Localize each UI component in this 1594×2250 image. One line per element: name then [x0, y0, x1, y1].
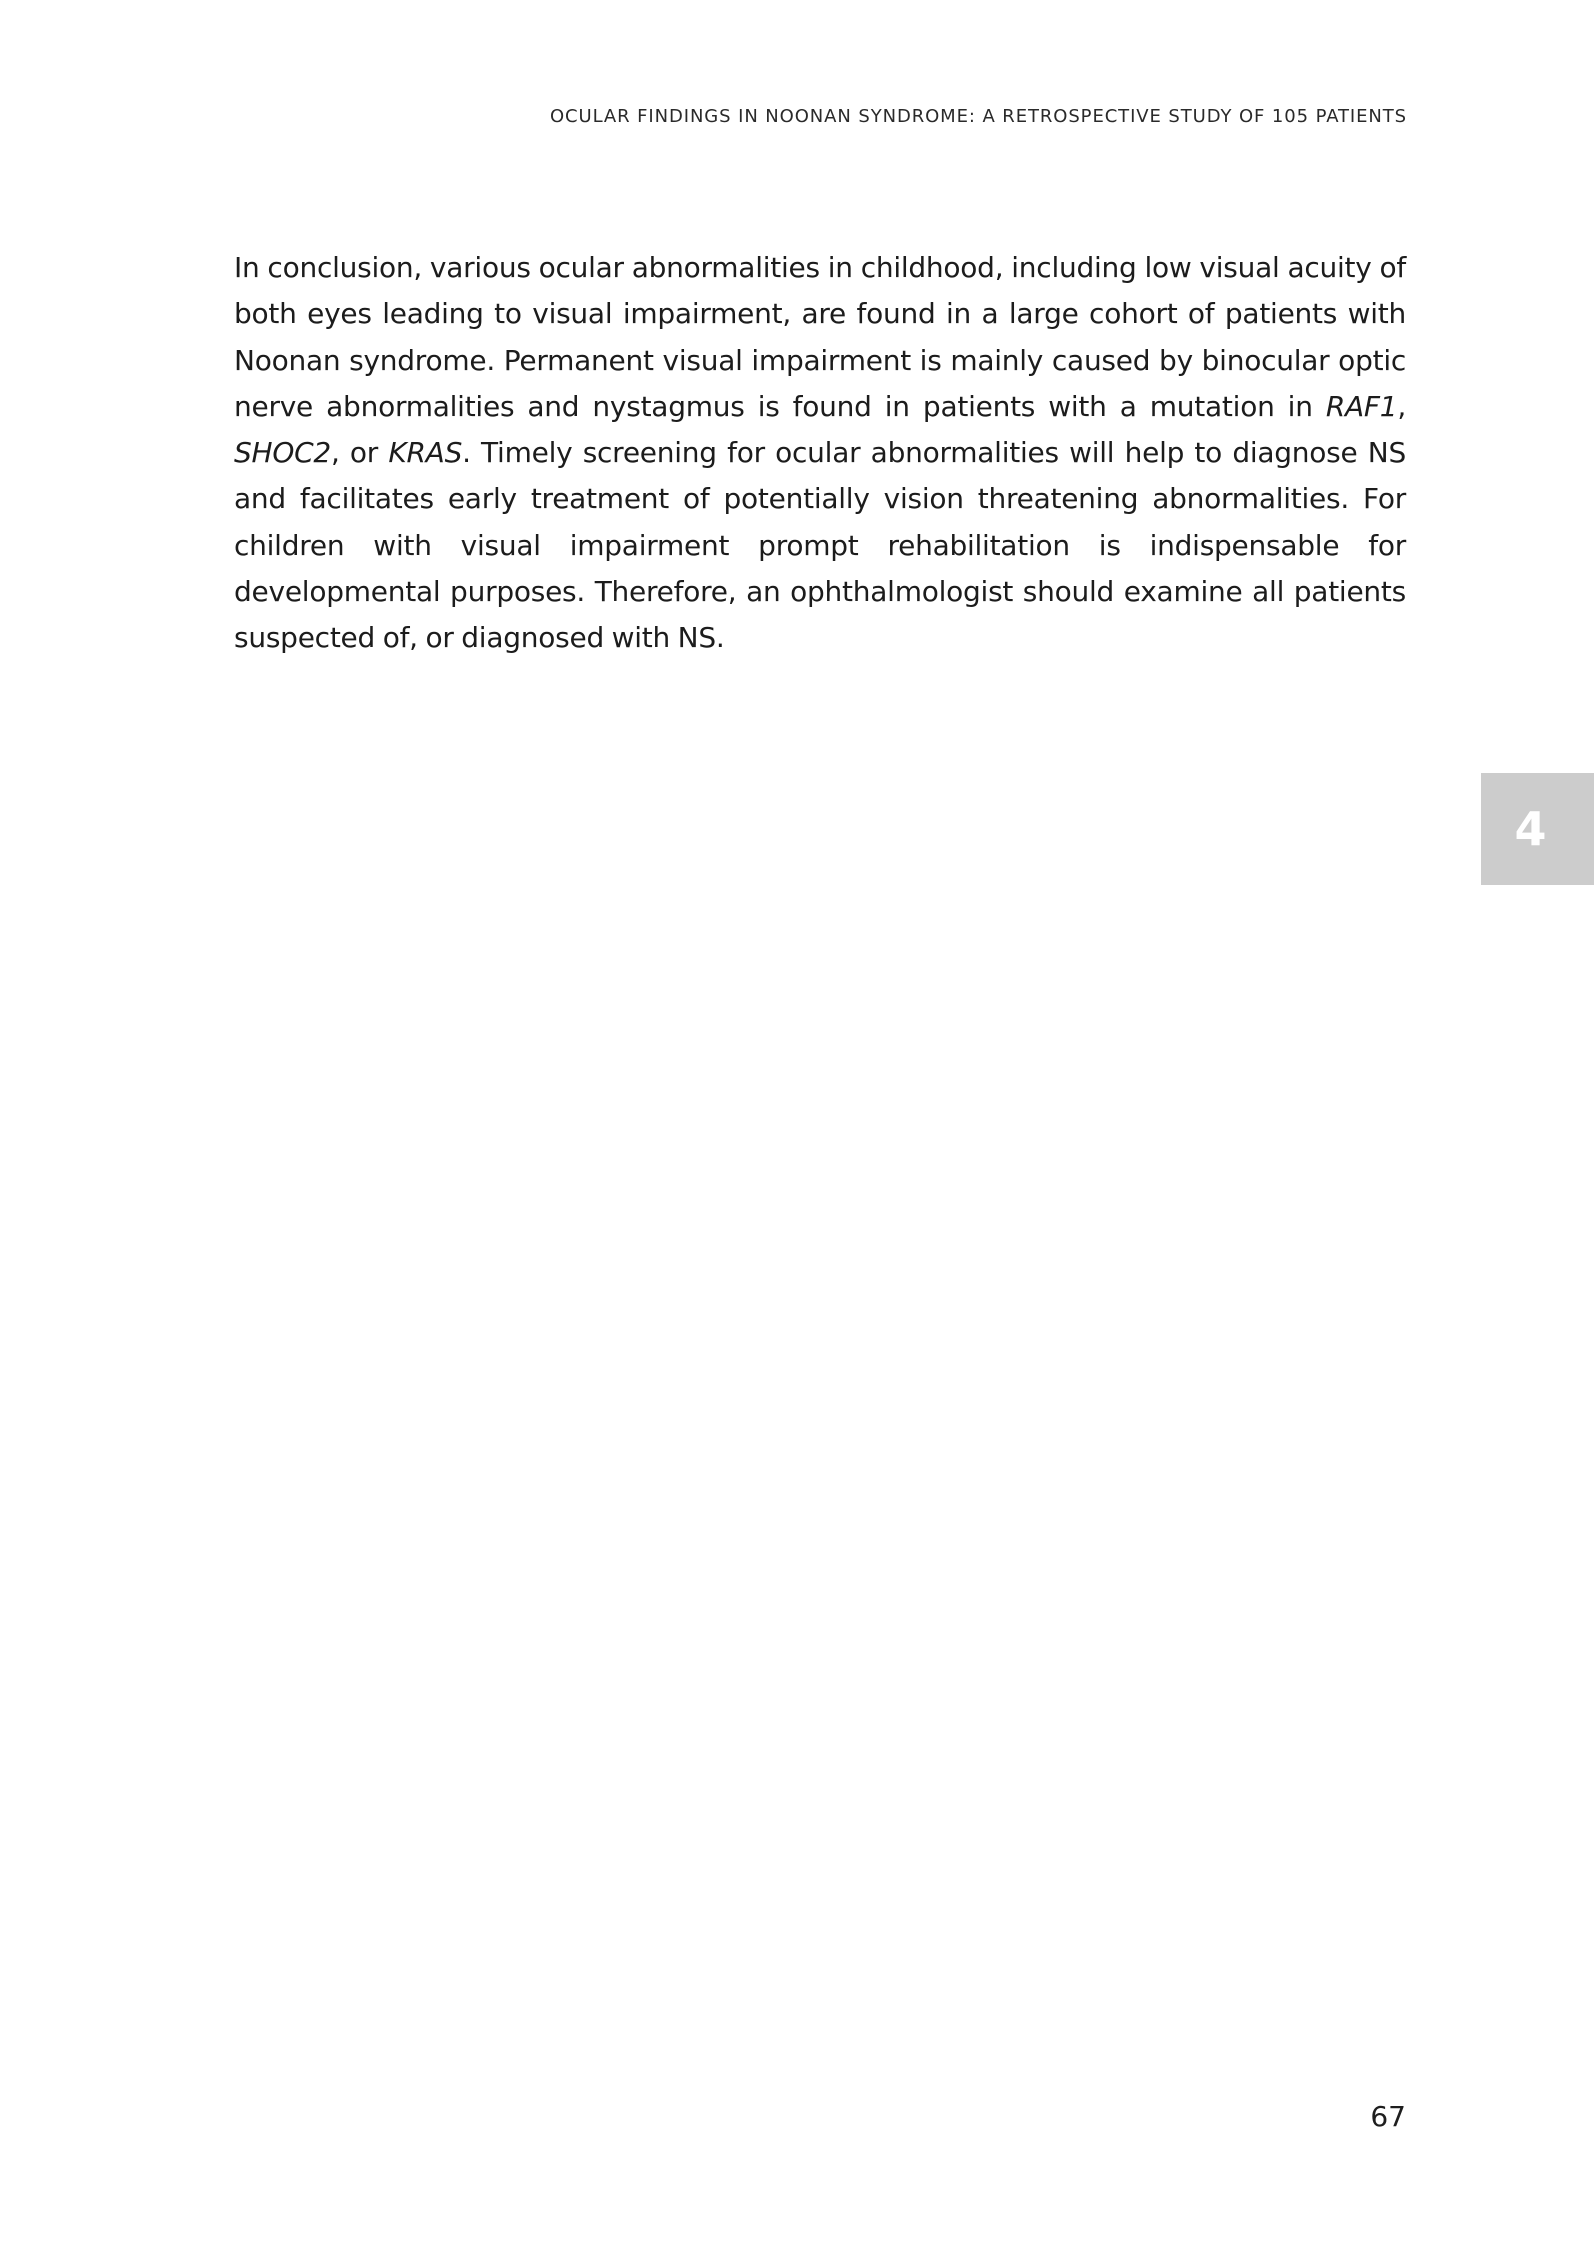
- running-header: OCULAR FINDINGS IN NOONAN SYNDROME: A RETROSPECTIVE STUDY OF 105 PATIENTS: [549, 106, 1407, 127]
- chapter-number: 4: [1514, 802, 1547, 856]
- paragraph-text-part-1: In conclusion, various ocular abnormalities in childhood, including low visual acuity of both eyes leading to visual impairment, are found in a large cohort of patients with Noonan syndrome. Permanent visual impairment is mainly caused by binocular optic nerve abnormalities and nystagmus is found in patients with a mutation in: [234, 251, 1406, 423]
- gene-raf1: RAF1: [1325, 389, 1398, 423]
- chapter-tab: [1481, 773, 1594, 885]
- body-paragraph: [234, 245, 1406, 662]
- paragraph-text-part-2: . Timely screening for ocular abnormalities will help to diagnose NS and facilitates early treatment of potentially vision threatening abnormalities. For children with visual impairment prompt rehabilitation is indispensable for developmental purposes. Therefore, an ophthalmologist should examine all patients suspected of, or diagnosed with NS.: [234, 436, 1406, 655]
- gene-shoc2: SHOC2: [234, 436, 331, 470]
- page-number: 67: [1370, 2100, 1406, 2133]
- separator-2: , or: [330, 436, 389, 470]
- gene-kras: KRAS: [388, 436, 463, 470]
- separator-1: ,: [1397, 389, 1406, 423]
